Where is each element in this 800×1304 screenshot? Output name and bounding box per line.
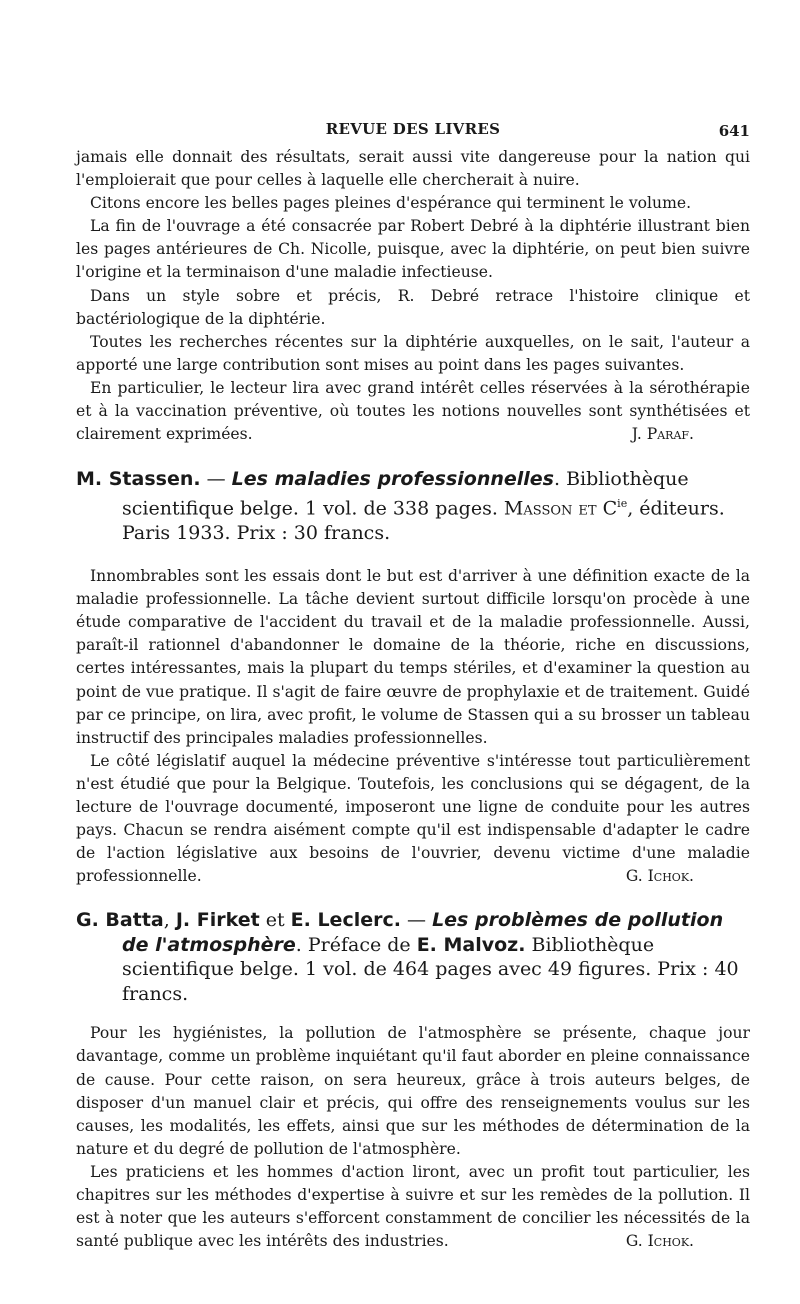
review-stassen-section <box>76 565 750 888</box>
entry-details: Bibliothèque scientifique belge. 1 vol. de 464 pages avec 49 figures. Prix : 40 francs. <box>122 933 739 1005</box>
book-entry-batta <box>76 908 750 1006</box>
review-text: Les praticiens et les hommes d'action liront, avec un profit tout particulier, les chapitres sur les méthodes d'expertise à suivre et sur les remèdes de la pollution. Il est à noter que les auteurs s'efforcent constamment de concilier les nécessités de la santé publique avec les intérêts des industries. <box>76 1162 750 1251</box>
review-paragraph: La fin de l'ouvrage a été consacrée par Robert Debré à la diphtérie illustrant bien les pages antérieures de Ch. Nicolle, puisque, avec la diphtérie, on peut bien suivre l'origine et la terminaison d'une maladie infectieuse. <box>76 217 750 282</box>
running-title: REVUE DES LIVRES <box>325 120 501 138</box>
entry-dash: — <box>400 909 433 932</box>
entry-separator: et <box>259 909 291 932</box>
entry-title: Les maladies professionnelles <box>231 468 554 491</box>
entry-publisher: Masson et C <box>503 497 618 520</box>
entry-author: G. Batta <box>76 909 164 932</box>
review-paragraph: Innombrables sont les essais dont le but est d'arriver à une définition exacte de la maladie professionnelle. La tâche devient surtout difficile lorsqu'on procède à une étude comparative de l'accident du travail et de la maladie professionnelle. Aussi, paraît-il rationnel d'abandonner le domaine de la théorie, riche en discussions, certes intéressantes, mais la plupart du temps stériles, et d'examiner la question au point de vue pratique. Il s'agit de faire œuvre de prophylaxie et de traitement. Guidé par ce principe, on lira, avec profit, le volume de Stassen qui a su brosser un tableau instructif des principales maladies professionnelles. <box>76 567 750 747</box>
entry-details: . Bibliothèque scientifique belge. 1 vol. de 338 pages. <box>122 468 689 520</box>
review-text: Le côté législatif auquel la médecine préventive s'intéresse tout particulièrement n'est étudié que pour la Belgique. Toutefois, les conclusions qui se dégagent, de la lecture de l'ouvrage documenté, imposeront une ligne de conduite pour les autres pays. Chacun se rendra aisément compte qu'il est indispensable d'adapter le cadre de l'action législative aux besoins de l'ouvrier, devenu victime d'une maladie professionnelle. <box>76 751 750 886</box>
book-entry-stassen <box>76 467 750 545</box>
entry-dash: — <box>200 468 232 491</box>
entry-author: M. Stassen. <box>76 468 201 491</box>
entry-author: J. Firket <box>175 909 260 932</box>
reviewer-signature: G. Ichok. <box>625 1232 694 1251</box>
review-paragraph: Dans un style sobre et précis, R. Debré retrace l'histoire clinique et bactériologique de la diphtérie. <box>76 286 750 328</box>
entry-details: , éditeurs. Paris 1933. Prix : 30 francs. <box>122 497 725 544</box>
entry-preface-author: E. Malvoz. <box>416 933 526 956</box>
review-paragraph: Toutes les recherches récentes sur la diphtérie auxquelles, on le sait, l'auteur a apporté une large contribution sont mises au point dans les pages suivantes. <box>76 332 750 374</box>
entry-title: Les problèmes de pollution de l'atmosphère <box>122 909 724 956</box>
entry-separator: , <box>163 909 176 932</box>
review-debre-section <box>76 146 750 446</box>
reviewer-signature: G. Ichok. <box>625 867 694 886</box>
page-header <box>76 120 750 146</box>
review-text: En particulier, le lecteur lira avec grand intérêt celles réservées à la sérothérapie et à la vaccination préventive, où toutes les notions nouvelles sont synthétisées et clairement exprimées. <box>76 378 750 444</box>
document-page <box>76 120 750 1253</box>
review-paragraph <box>76 750 750 889</box>
review-paragraph <box>76 1161 750 1253</box>
entry-preface: . Préface de <box>295 933 417 956</box>
review-paragraph <box>76 377 750 446</box>
review-paragraph: jamais elle donnait des résultats, serait aussi vite dangereuse pour la nation qui l'emploierait que pour celles à laquelle elle chercherait à nuire. <box>76 148 750 190</box>
review-paragraph: Citons encore les belles pages pleines d'espérance qui terminent le volume. <box>90 194 692 213</box>
review-paragraph: Pour les hygiénistes, la pollution de l'atmosphère se présente, chaque jour davantage, comme un problème inquiétant qu'il faut aborder en pleine connaissance de cause. Pour cette raison, on sera heureux, grâce à trois auteurs belges, de disposer d'un manuel clair et précis, qui offre des renseignements voulus sur les causes, les modalités, les effets, ainsi que sur les méthodes de détermination de la nature et du degré de pollution de l'atmosphère. <box>76 1024 750 1158</box>
review-batta-section <box>76 1022 750 1253</box>
reviewer-signature: J. Paraf. <box>631 425 694 444</box>
entry-publisher-sup: ie <box>617 496 628 510</box>
entry-author: E. Leclerc. <box>290 909 401 932</box>
page-number: 641 <box>718 122 750 140</box>
